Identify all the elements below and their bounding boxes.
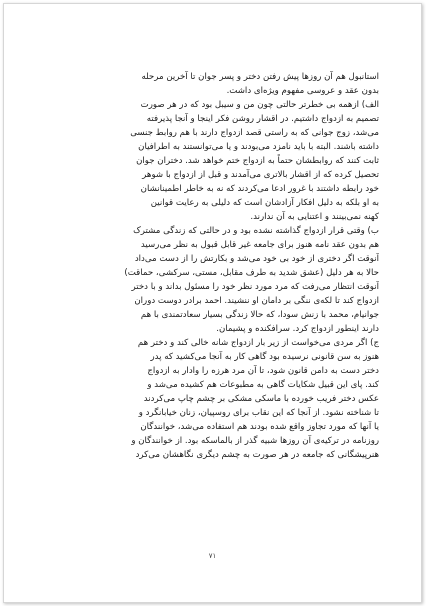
text-line: ج) اگر مردی می‌خواست از زیر بار ازدواج شانه خالی کند و دختر هم	[137, 338, 379, 348]
text-line: حالا به هر دلیل (عشق شدید به طرف مقابل، مستی، سرکشی، حماقت)	[124, 268, 379, 278]
text-line: تحصیل کرده که از اقشار بالاتری می‌آمدند و قبل از ازدواج با شوهر	[142, 170, 379, 180]
text-line: می‌شد، زوج جوانی که به راستی قصد ازدواج دارند با هم روابط جنسی	[130, 128, 379, 138]
text-line: ب) وقتی قرار ازدواج گذاشته نشده بود و در حالتی که زندگی مشترک	[133, 226, 379, 236]
text-line: روزنامه در ترکیه‌ی آن روزها شبیه گذر از بالماسکه بود. از خوانندگان و	[131, 436, 379, 446]
text-line: خود رابطه داشتند با غرور ادعا می‌کردند که نه به خاطر اطمینانشان	[140, 184, 379, 194]
text-line: آنوقت انتظار می‌رفت که مرد مورد نظر خود را مسئول بداند و با دختر	[131, 282, 379, 292]
text-line: یا آنها که مورد تجاوز واقع شده بودند هم استفاده می‌شد، خوانندگان	[140, 422, 379, 432]
text-line: تصمیم به ازدواج داشتیم. در اقشار روشن فکر اینجا و آنجا پذیرفته	[146, 114, 379, 124]
text-line: هنرپیشگانی که جامعه در هر صورت به چشم دیگری نگاهشان می‌کرد	[135, 450, 379, 460]
text-line: آنوقت اگر دختری از خود بی خود می‌شد و بکارتش را از دست می‌داد	[134, 254, 379, 264]
page-number: ۷۱	[208, 552, 217, 560]
text-line: استانبول هم آن روزها پیش رفتن دختر و پسر جوان تا آخرین مرحله	[141, 72, 379, 82]
text-line: به او بلکه به دلیل افکار آزادشان است که دلیلی به رعایت قوانین	[150, 198, 379, 208]
document-page	[3, 3, 422, 603]
text-line: ثابت کنند که روابطشان حتماً به ازدواج ختم خواهد شد. دختران جوان	[136, 156, 379, 166]
text-line: جوانیام، محمد با زنش سودا، که حالا زندگی بسیار سعادتمندی با هم	[140, 310, 379, 320]
text-line: هم بدون عقد نامه هنوز برای جامعه غیر قابل قبول به نظر می‌رسید	[140, 240, 379, 250]
text-line: بدون عقد و عروسی مفهوم ویژه‌ای داشت.	[226, 86, 379, 96]
text-line: الف) ازهمه بی خطرتر حالتی چون من و سیبل بود که در هر صورت	[140, 100, 379, 110]
text-line: کند. پای این قبیل شکایات گاهی به مطبوعات هم کشیده می‌شد و	[147, 380, 379, 390]
text-line: دارند اینطور ازدواج کرد. سرافکنده و پشیمان.	[216, 324, 379, 334]
body-text	[61, 70, 379, 462]
text-line: ازدواج کند تا لکه‌ی ننگی بر دامان او ننشیند. احمد برادر دوست دوران	[134, 296, 379, 306]
text-line: کهنه نمی‌بینند و اعتنایی به آن ندارند.	[250, 212, 379, 222]
text-line: تا شناخته نشود. از آنجا که این نقاب برای روسپیان، زنان خیابانگرد و	[138, 408, 379, 418]
text-line: داشته باشند. البته با باید نامزد می‌بودند و یا می‌توانستند به اطرافیان	[138, 142, 379, 152]
text-line: عکس دختر فریب خورده با ماسکی مشکی بر چشم چاپ می‌کردند	[143, 394, 379, 404]
text-line: هنوز به سن قانونی نرسیده بود گاهی کار به آنجا می‌کشید که پدر	[150, 352, 379, 362]
text-line: دختر دست به دامن قانون شود، تا آن مرد هرزه را وادار به ازدواج	[147, 366, 379, 376]
